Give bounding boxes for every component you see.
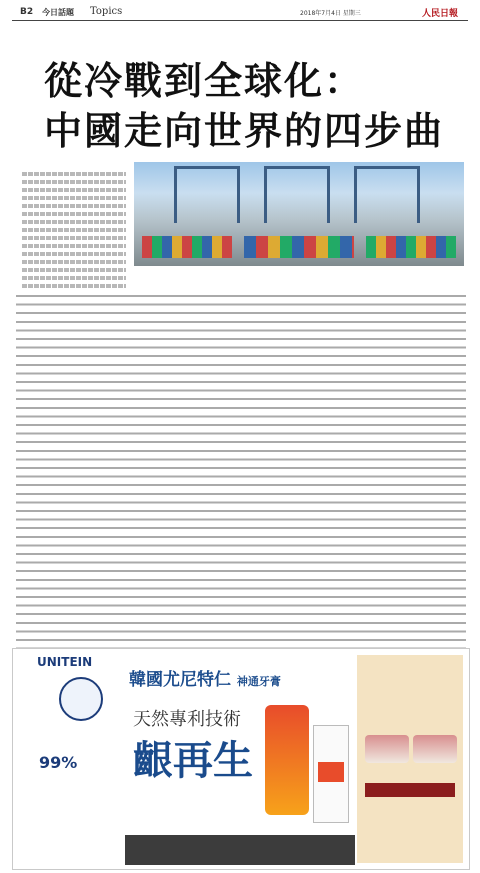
ad-brand: UNITEIN	[37, 655, 93, 669]
crane-graphic	[174, 166, 240, 223]
toothpaste-advertisement	[12, 648, 470, 870]
column-text	[298, 292, 394, 652]
column-text	[204, 292, 300, 652]
toothpaste-tube-image	[265, 705, 309, 815]
headline-line-2: 中國走向世界的四步曲	[44, 108, 445, 153]
toothpaste-box-image	[313, 725, 349, 823]
ad-product-name: 齦再生	[133, 737, 253, 784]
ad-title-main: 韓國尤尼特仁	[129, 670, 231, 690]
newspaper-logo: 人民日報	[421, 9, 458, 19]
lede-text	[22, 168, 126, 300]
column-text	[392, 292, 466, 652]
teeth-after-image	[413, 735, 457, 763]
page-number: B2	[20, 7, 34, 17]
certification-seal-icon	[59, 677, 103, 721]
container-stack	[244, 236, 354, 258]
article-column-4	[298, 292, 394, 652]
column-text	[110, 292, 206, 652]
header-rule	[12, 20, 468, 21]
ad-footer-bar	[125, 835, 355, 865]
column-text	[16, 292, 112, 652]
article-column-1	[16, 292, 112, 652]
article-column-2	[110, 292, 206, 652]
ad-tagline: 天然專利技術	[133, 709, 241, 730]
ad-title-sub: 神通牙膏	[236, 675, 281, 688]
article-column-5	[392, 292, 466, 652]
ad-title	[129, 665, 281, 690]
crane-graphic	[354, 166, 420, 223]
port-photo	[134, 162, 464, 266]
ad-side-panel	[357, 655, 463, 863]
article-column-3	[204, 292, 300, 652]
section-topics: Topics	[90, 6, 123, 17]
container-stack	[366, 236, 456, 258]
container-stack	[142, 236, 232, 258]
teeth-before-image	[365, 735, 409, 763]
headline-line-1: 從冷戰到全球化：	[44, 58, 365, 103]
issue-date: 2018年7月4日 星期三	[300, 10, 361, 17]
ad-percent: 99%	[39, 753, 78, 772]
crane-graphic	[264, 166, 330, 223]
section-name: 今日話題	[42, 8, 74, 17]
ad-side-heading	[365, 783, 455, 797]
